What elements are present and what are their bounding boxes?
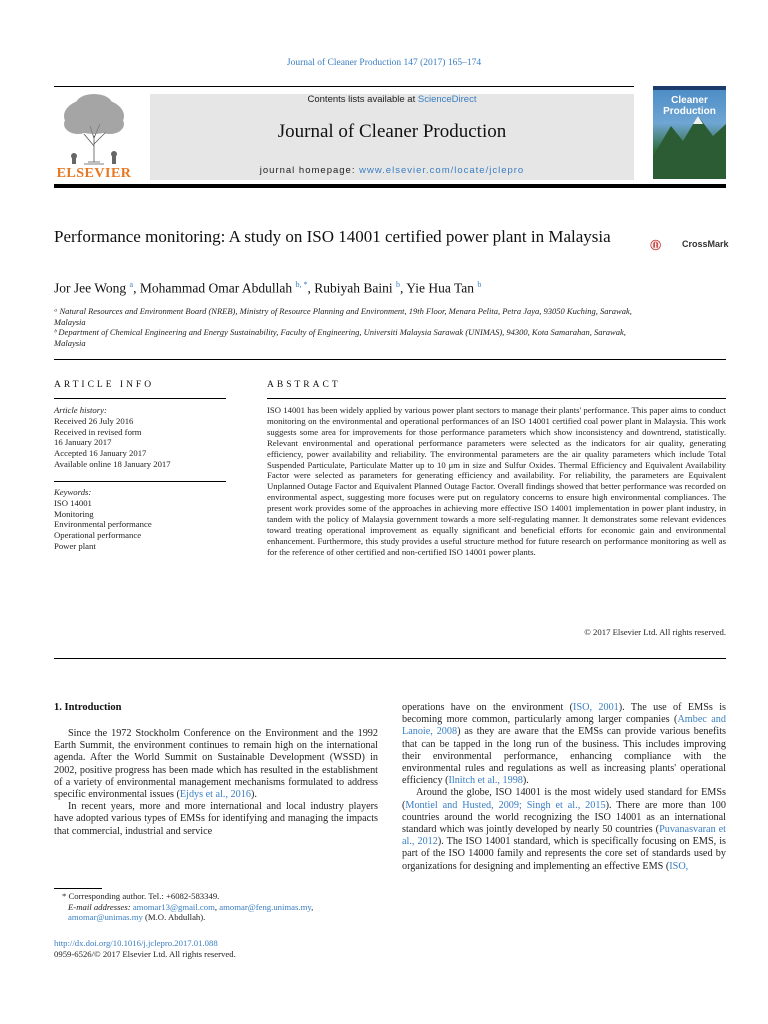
citation-link[interactable]: Puvanasvaran et al., 2012 — [402, 824, 726, 848]
history-item: Available online 18 January 2017 — [54, 458, 171, 469]
cover-title: Cleaner Production — [663, 95, 716, 117]
history-label: Article history: — [54, 405, 107, 415]
abstract-text: ISO 14001 has been widely applied by various power plant sectors to manage their plants' performance. This paper aims to conduct monitoring on the environmental and operational performances of an ISO 14001 certified coal power plant in Malaysia. This work suggests some area for improvements for those performance parameters which show inconsistency and downtrend, statistically. Relevant environmental and operational performance parameters were selected as the indicators for air quality, generating efficiency, power availability and reliability. The environmental parameters are the air quality parameters which include Total Suspended Particulate, Particulate Matter up to 10 μm in size and Sulfur Oxides. Thermal Efficiency and Equivalent Availability Factor were selected as parameters for generating efficiency and availability. For reliability, the parameters are Equivalent Unplanned Outage Factor and Equivalent Planned Outage Factor. Overall findings showed that better performance was recorded on environmental aspect, suggesting more focuses were put on regulatory concerns to ensure high environmental compliances. The present work provides some of the approaches in achieving more effective ISO 14001 implementation in power plant industry, in tandem with the policy of Malaysia government towards a more self-regulating manner. It demonstrates some relevant evidences toward treating operational improvement as equally significant and beneficial efforts for economic gain and environmental enhancement. Furthermore, this study provides a useful structure method for future research on performance monitoring as well as for the reference of other certified and non-certified ISO 14001 power plants. — [267, 405, 726, 557]
elsevier-wordmark: ELSEVIER — [56, 166, 132, 181]
paragraph-text: operations have on the environment ( — [402, 702, 574, 713]
footnote — [54, 891, 378, 923]
affiliation-a: ᵃ Natural Resources and Environment Board (NREB), Ministry of Resource Planning and Environment, 19th Floor, Menara Pelita, Petra Jaya, 93050 Kuching, Sarawak, Malaysia — [54, 306, 632, 327]
author-name[interactable]: Yie Hua Tan — [406, 280, 474, 296]
citation-link[interactable]: Ejdys et al., 2016 — [179, 789, 251, 801]
doi-block — [54, 938, 236, 959]
abstract-copyright: © 2017 Elsevier Ltd. All rights reserved. — [584, 627, 726, 637]
history-item: 16 January 2017 — [54, 437, 112, 448]
keyword-item: Monitoring — [54, 508, 94, 519]
abstract-divider — [54, 658, 726, 659]
author-list: Jor Jee Wong $^a$, Mohammad Omar Abdullah $^{b, *}$, Rubiyah Baini $^b$, Yie Hua Tan $^b$ — [54, 280, 482, 296]
title-divider — [54, 359, 726, 360]
author-affiliation-marker[interactable]: b — [477, 280, 482, 289]
affiliation-b: ᵇ Department of Chemical Engineering and Energy Sustainability, Faculty of Engineering, Universiti Malaysia Sarawak (UNIMAS), 94300, Kota Samarahan, Sarawak, Malaysia — [54, 327, 626, 348]
body-column-right — [402, 702, 726, 873]
section-heading-introduction: 1. Introduction — [54, 702, 122, 713]
article-history — [54, 405, 226, 470]
top-rule — [54, 86, 634, 87]
paper-title: Performance monitoring: A study on ISO 14001 certified power plant in Malaysia — [54, 227, 611, 246]
keywords-list — [54, 487, 226, 552]
crossmark-icon[interactable] — [650, 230, 680, 260]
abstract-heading: ABSTRACT — [267, 380, 341, 390]
email-link[interactable]: amomar@unimas.my — [68, 912, 143, 923]
issn-line: 0959-6526/© 2017 Elsevier Ltd. All rights reserved. — [54, 948, 236, 959]
history-item: Received in revised form — [54, 426, 142, 437]
body-column-left — [54, 728, 378, 838]
citation-link[interactable]: Montiel and Husted, 2009; Singh et al., 2015 — [405, 799, 606, 811]
citation-link[interactable]: Ilnitch et al., 1998 — [448, 775, 523, 787]
body-paragraph — [54, 728, 378, 801]
corresponding-author-note: * Corresponding author. Tel.: +6082-583349. — [62, 891, 220, 901]
contents-line — [150, 94, 634, 105]
abstract-rule — [267, 398, 726, 399]
keyword-item: Operational performance — [54, 530, 142, 541]
keyword-item: ISO 14001 — [54, 497, 92, 508]
citation-link[interactable]: ISO, 2001 — [573, 702, 619, 713]
author-affiliation-marker[interactable]: b, * — [295, 280, 308, 289]
paragraph-text: ). — [250, 789, 257, 801]
citation-link[interactable]: ISO, — [669, 860, 689, 872]
author-name[interactable]: Mohammad Omar Abdullah — [139, 280, 293, 296]
paragraph-text: ) as they are aware that the EMSs can provide various benefits that can be tapped in the long run of the business. This includes improving their environmental performance, enhancing compliance with the environmental rules and regulations as well as increasing plants' operational efficiency ( — [402, 726, 726, 787]
article-info-heading: ARTICLE INFO — [54, 380, 155, 390]
citation-link[interactable]: Ambec and Lanoie, 2008 — [402, 714, 726, 738]
paragraph-text: ). The use of EMSs is becoming more common, particularly among larger companies ( — [402, 702, 726, 726]
journal-homepage-link[interactable]: www.elsevier.com/locate/jclepro — [359, 165, 525, 176]
email-line: E-mail addresses: amomar13@gmail.com, amomar@feng.unimas.my, amomar@unimas.my (M.O. Abdullah). — [68, 901, 314, 923]
email-link[interactable]: amomar13@gmail.com — [132, 901, 215, 912]
paragraph-text: ). There are more than 100 countries around the world recognizing the ISO 14001 as an international standard which was jointly developed by nearly 50 countries ( — [402, 799, 726, 836]
body-paragraph — [402, 787, 726, 872]
paragraph-text: Around the globe, ISO 14001 is the most widely used standard for EMSs ( — [402, 787, 726, 811]
footnote-rule — [54, 888, 102, 889]
homepage-prefix: journal homepage: — [259, 165, 360, 176]
author-affiliation-marker[interactable]: a — [129, 280, 134, 289]
journal-citation[interactable]: Journal of Cleaner Production 147 (2017) 165–174 — [286, 58, 482, 68]
keyword-item: Environmental performance — [54, 519, 152, 530]
contents-prefix: Contents lists available at — [307, 94, 418, 105]
email-link[interactable]: amomar@feng.unimas.my — [219, 901, 312, 912]
header-thick-rule — [54, 184, 726, 188]
keyword-item: Power plant — [54, 540, 96, 551]
body-paragraph: In recent years, more and more international and local industry players have adopted various types of EMSs for identifying and managing the impacts that commercial, industrial and service — [54, 801, 378, 837]
article-info-rule — [54, 398, 226, 399]
paragraph-text: ). — [522, 775, 529, 787]
sciencedirect-link[interactable]: ScienceDirect — [417, 94, 477, 105]
crossmark-label[interactable]: CrossMark — [682, 239, 729, 249]
body-paragraph — [402, 702, 726, 787]
keywords-rule — [54, 481, 226, 482]
paragraph-text: Since the 1972 Stockholm Conference on the Environment and the 1992 Earth Summit, the environment continues to remain high on the international agenda. After the World Summit on Sustainable Development (WSSD) in 2002, positive progress has been made which has resulted in the establishment of a variety of environmental management mechanisms formulated to address specific environmental issues ( — [54, 728, 378, 801]
history-item: Received 26 July 2016 — [54, 415, 134, 426]
email-owner: (M.O. Abdullah). — [142, 912, 206, 923]
author-affiliation-marker[interactable]: b — [395, 280, 400, 289]
author-name[interactable]: Rubiyah Baini — [314, 280, 393, 296]
author-name[interactable]: Jor Jee Wong — [54, 280, 127, 296]
history-item: Accepted 16 January 2017 — [54, 448, 147, 459]
paragraph-text: ). The ISO 14001 standard, which is specifically focusing on EMS, is part of the ISO 14000 family and represents the core set of standards used by organizations for designing and implementing an effective EMS ( — [402, 836, 726, 872]
journal-title: Journal of Cleaner Production — [277, 121, 507, 142]
keywords-label: Keywords: — [54, 487, 92, 497]
doi-link[interactable]: http://dx.doi.org/10.1016/j.jclepro.2017.01.088 — [54, 938, 218, 948]
email-label: E-mail addresses: — [68, 901, 133, 912]
journal-homepage-line — [150, 165, 634, 176]
